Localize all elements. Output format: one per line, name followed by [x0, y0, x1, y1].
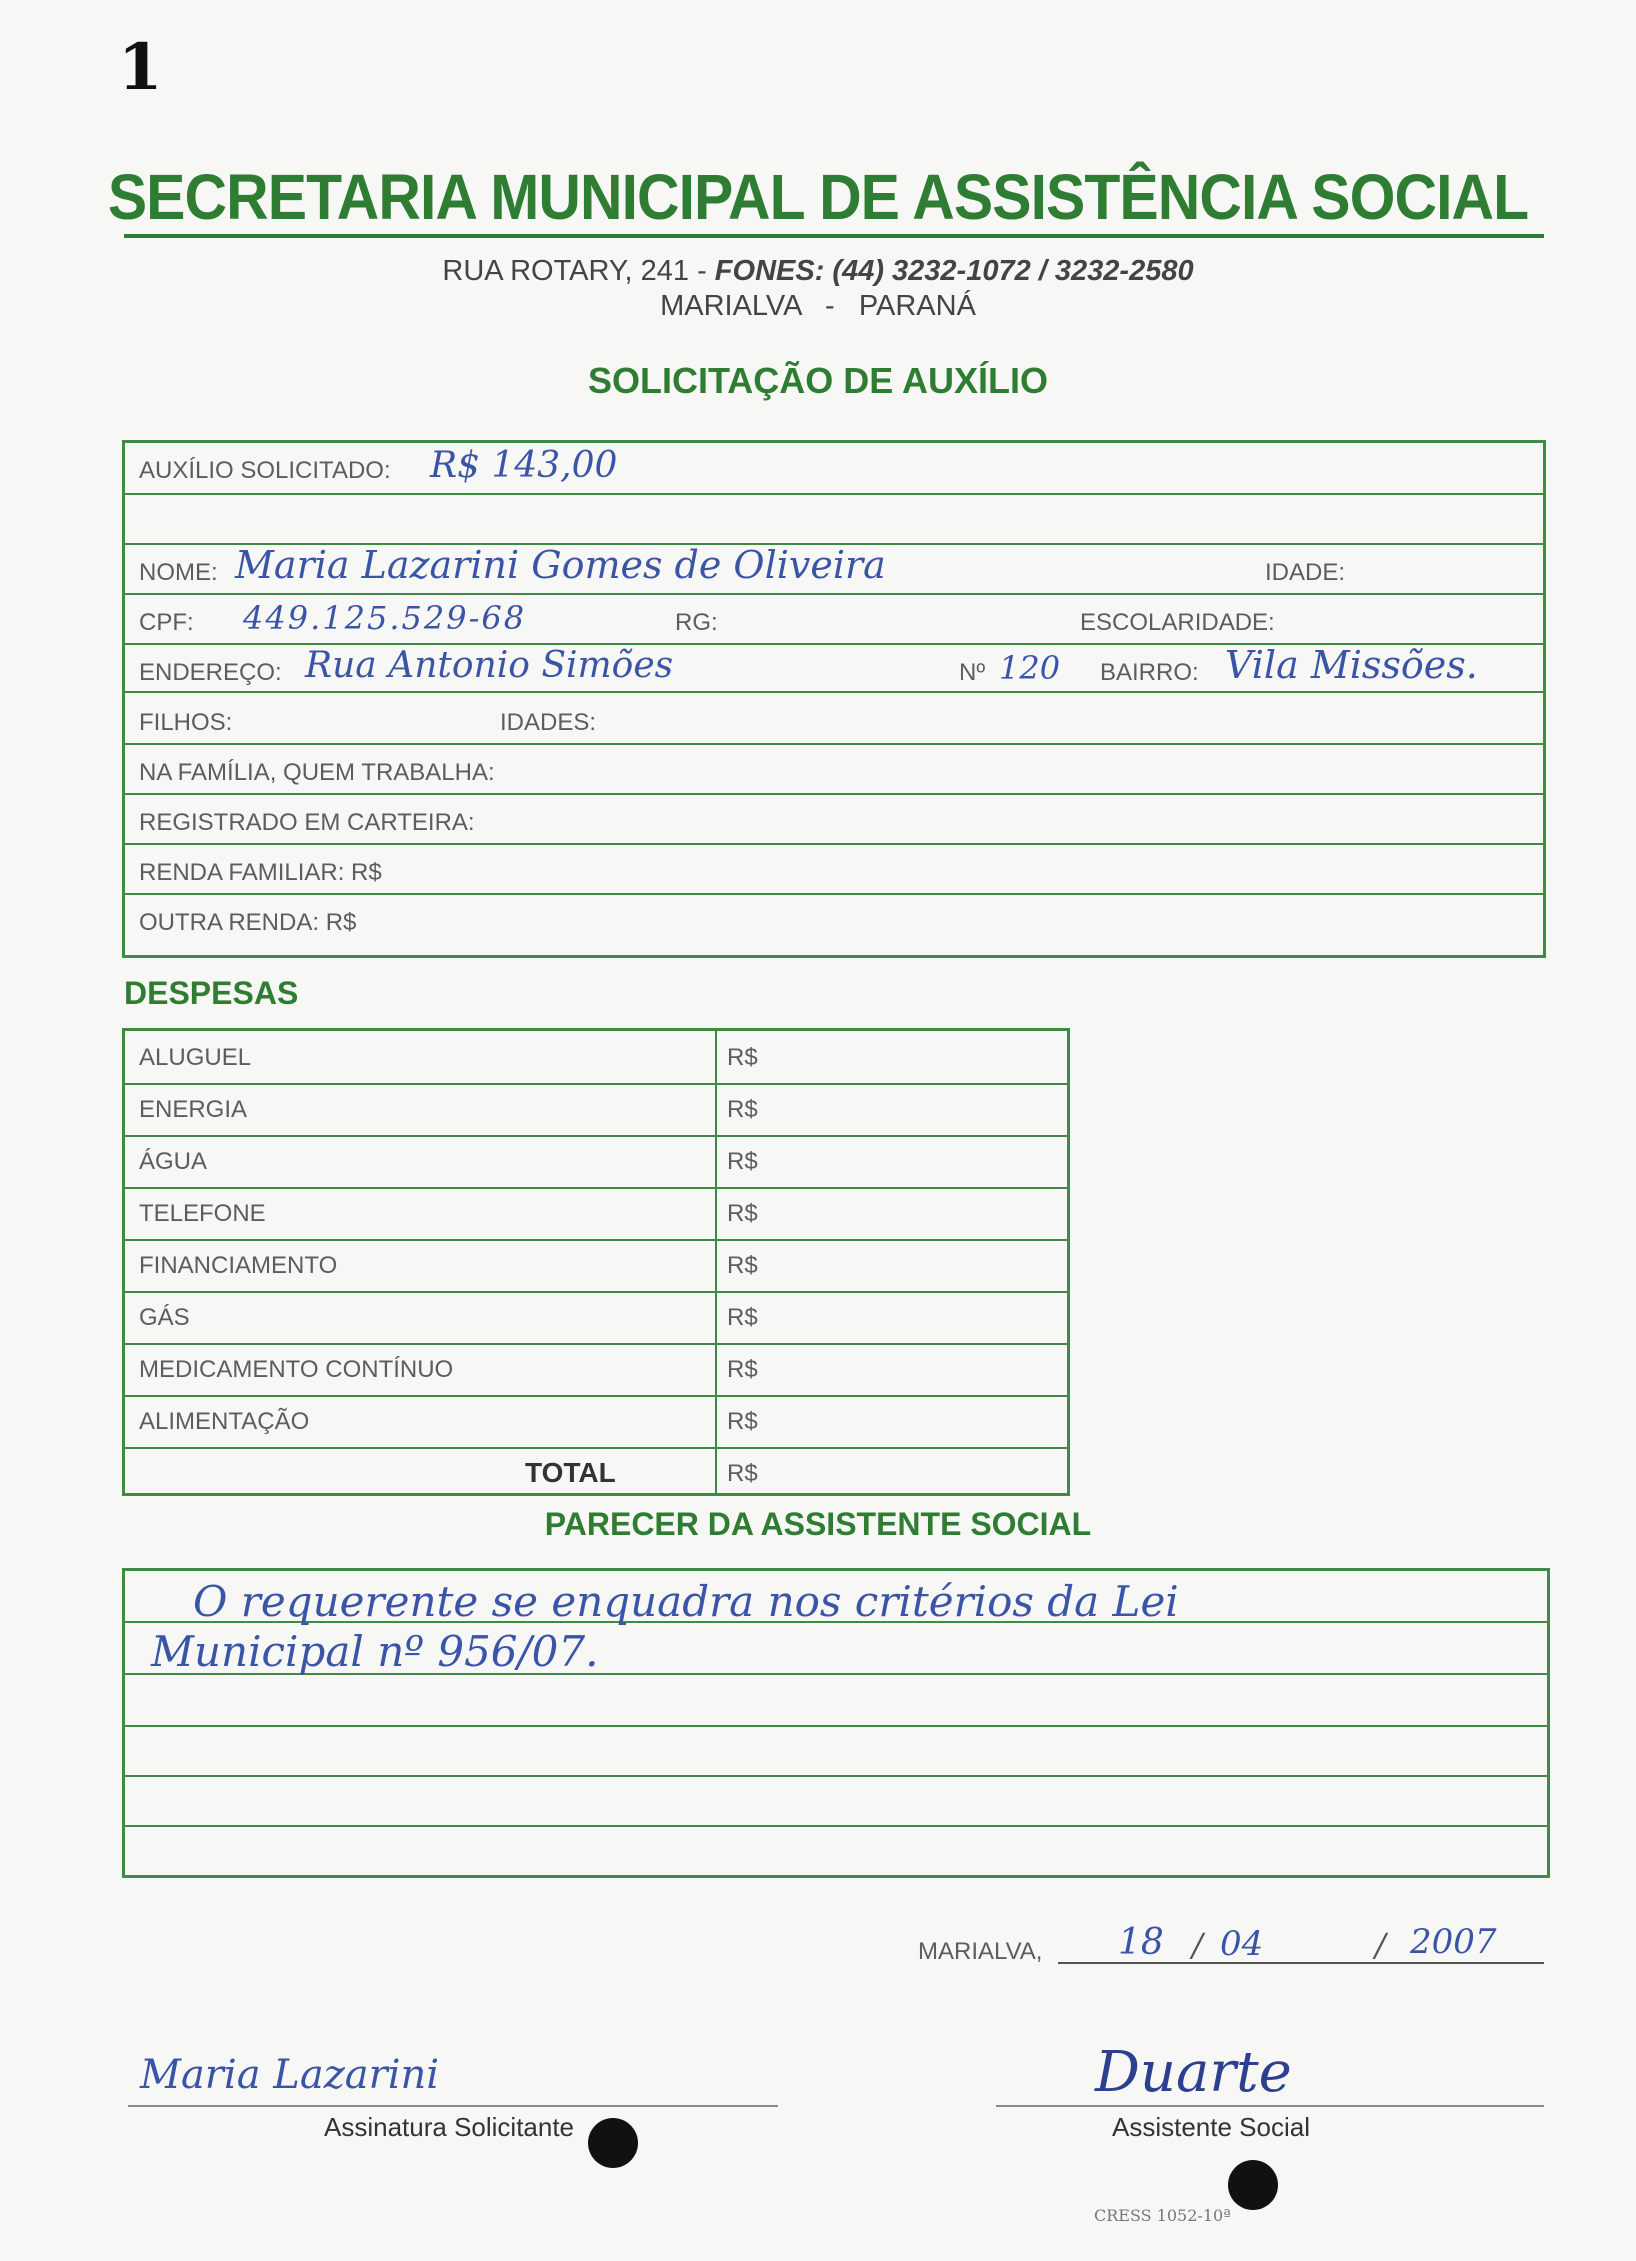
- assistente-signature: Duarte: [1095, 2040, 1292, 2105]
- endereco-label: ENDEREÇO:: [139, 659, 282, 686]
- idades-label: IDADES:: [500, 709, 597, 736]
- despesa-label: ALIMENTAÇÃO: [139, 1408, 310, 1435]
- despesa-value[interactable]: R$: [727, 1408, 758, 1435]
- despesa-value[interactable]: R$: [727, 1252, 758, 1279]
- cress-stamp: CRESS 1052-10ª: [1094, 2206, 1231, 2225]
- page-title: SECRETARIA MUNICIPAL DE ASSISTÊNCIA SOCIAL: [107, 161, 1529, 233]
- bairro-value[interactable]: Vila Missões.: [1225, 643, 1478, 687]
- binder-hole-left: [588, 2118, 638, 2168]
- solicitante-signature: Maria Lazarini: [140, 2052, 440, 2098]
- parecer-line-2[interactable]: Municipal nº 956/07.: [151, 1627, 599, 1676]
- despesa-label: ALUGUEL: [139, 1044, 252, 1071]
- top-mark: 1: [118, 30, 163, 105]
- despesa-value[interactable]: R$: [727, 1304, 758, 1331]
- address-phones: FONES: (44) 3232-1072 / 3232-2580: [714, 255, 1194, 287]
- outra-renda-label: OUTRA RENDA: R$: [139, 909, 357, 936]
- despesa-label: TELEFONE: [139, 1200, 266, 1227]
- despesa-value[interactable]: R$: [727, 1044, 758, 1071]
- solicitante-line: [128, 2105, 778, 2107]
- numero-label: Nº: [959, 659, 986, 686]
- total-label: TOTAL: [525, 1457, 616, 1488]
- cpf-label: CPF:: [139, 609, 194, 636]
- total-value[interactable]: R$: [727, 1460, 758, 1487]
- parecer-box: [122, 1568, 1550, 1878]
- date-label: MARIALVA,: [918, 1938, 1043, 1965]
- assistente-label: Assistente Social: [1112, 2112, 1310, 2142]
- filhos-label: FILHOS:: [139, 709, 233, 736]
- despesa-label: ÁGUA: [139, 1148, 208, 1175]
- parecer-title: PARECER DA ASSISTENTE SOCIAL: [544, 1506, 1092, 1542]
- solicitante-label: Assinatura Solicitante: [324, 2112, 575, 2142]
- binder-hole-right: [1228, 2160, 1278, 2210]
- bairro-label: BAIRRO:: [1100, 659, 1199, 686]
- escolaridade-label: ESCOLARIDADE:: [1080, 609, 1275, 636]
- cpf-value[interactable]: 449.125.529-68: [243, 599, 527, 637]
- request-box: [122, 440, 1546, 958]
- auxilio-value[interactable]: R$ 143,00: [430, 445, 618, 486]
- title-underline: [124, 234, 1544, 238]
- despesa-value[interactable]: R$: [727, 1096, 758, 1123]
- address-street: RUA ROTARY, 241 -: [442, 255, 715, 287]
- quem-trabalha-label: NA FAMÍLIA, QUEM TRABALHA:: [139, 759, 495, 786]
- nome-label: NOME:: [139, 559, 218, 586]
- date-month[interactable]: 04: [1220, 1924, 1264, 1964]
- renda-label: RENDA FAMILIAR: R$: [139, 859, 382, 886]
- despesa-value[interactable]: R$: [727, 1356, 758, 1383]
- despesas-title: DESPESAS: [124, 975, 299, 1011]
- despesa-label: MEDICAMENTO CONTÍNUO: [139, 1356, 454, 1383]
- date-day[interactable]: 18: [1118, 1922, 1164, 1963]
- date-slash-1: /: [1192, 1926, 1203, 1964]
- idade-label: IDADE:: [1265, 559, 1346, 586]
- despesa-label: GÁS: [139, 1304, 190, 1331]
- despesas-table: [122, 1028, 1070, 1496]
- date-slash-2: /: [1375, 1926, 1386, 1964]
- parecer-line-1[interactable]: O requerente se enquadra nos critérios da Lei: [193, 1577, 1179, 1626]
- assistente-line: [996, 2105, 1544, 2107]
- despesa-label: ENERGIA: [139, 1096, 248, 1123]
- despesa-value[interactable]: R$: [727, 1148, 758, 1175]
- endereco-value[interactable]: Rua Antonio Simões: [305, 645, 674, 686]
- address-city: MARIALVA - PARANÁ: [660, 290, 976, 322]
- address-line: [0, 255, 1636, 288]
- date-year[interactable]: 2007: [1410, 1922, 1497, 1962]
- rg-label: RG:: [675, 609, 718, 636]
- form-title: SOLICITAÇÃO DE AUXÍLIO: [587, 360, 1048, 401]
- despesa-label: FINANCIAMENTO: [139, 1252, 338, 1279]
- numero-value[interactable]: 120: [999, 649, 1061, 687]
- auxilio-label: AUXÍLIO SOLICITADO:: [139, 457, 391, 484]
- nome-value[interactable]: Maria Lazarini Gomes de Oliveira: [235, 543, 886, 587]
- registrado-label: REGISTRADO EM CARTEIRA:: [139, 809, 475, 836]
- despesa-value[interactable]: R$: [727, 1200, 758, 1227]
